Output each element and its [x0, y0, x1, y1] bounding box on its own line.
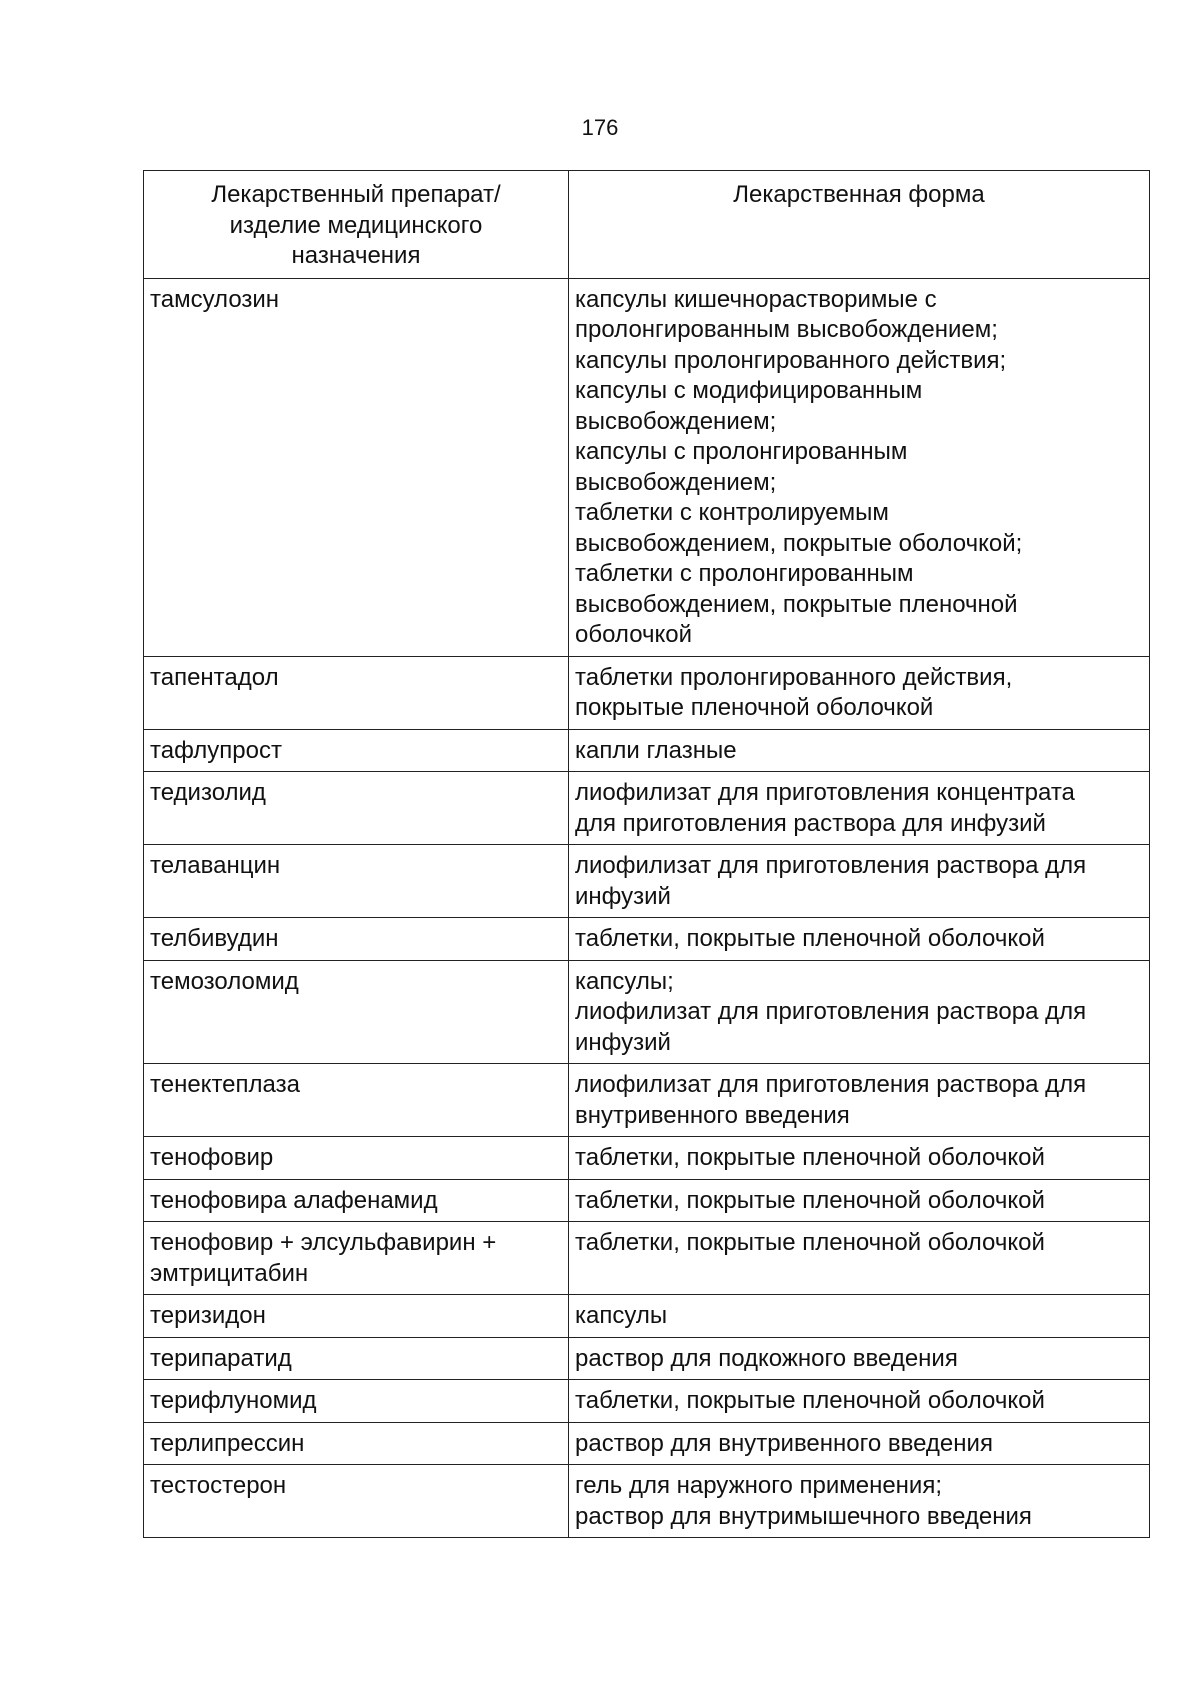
- header-drug-line: изделие медицинского: [229, 211, 483, 239]
- page-number: 176: [581, 115, 619, 140]
- table-row: [144, 1137, 1150, 1180]
- dosage-form-line: пролонгированным высвобождением;: [575, 316, 998, 343]
- table-row: [144, 1465, 1150, 1538]
- drug-name-cell: телаванцин: [144, 845, 569, 918]
- dosage-form-cell: [569, 1137, 1150, 1180]
- header-form-line: Лекарственная форма: [733, 181, 985, 208]
- drug-name-cell: тедизолид: [144, 772, 569, 845]
- dosage-form-line: таблетки пролонгированного действия,: [575, 663, 1013, 691]
- dosage-form-line: капли глазные: [575, 736, 737, 764]
- dosage-form-cell: [569, 772, 1150, 845]
- header-drug-line: назначения: [291, 242, 421, 269]
- dosage-form-line: внутривенного введения: [575, 1101, 850, 1129]
- table-row: [144, 656, 1150, 729]
- drug-name-cell: телбивудин: [144, 918, 569, 961]
- dosage-form-line: таблетки с контролируемым: [575, 499, 889, 526]
- dosage-form-cell: [569, 656, 1150, 729]
- dosage-form-line: лиофилизат для приготовления концентрата: [575, 779, 1075, 806]
- dosage-form-line: таблетки, покрытые пленочной оболочкой: [575, 925, 1045, 952]
- dosage-form-line: таблетки с пролонгированным: [575, 560, 914, 587]
- dosage-form-line: оболочкой: [575, 621, 693, 648]
- drug-name-cell: терипаратид: [144, 1337, 569, 1380]
- dosage-form-cell: [569, 1222, 1150, 1295]
- dosage-form-line: раствор для внутримышечного введения: [575, 1502, 1032, 1530]
- table-row: [144, 918, 1150, 961]
- dosage-form-line: лиофилизат для приготовления раствора для: [575, 998, 1087, 1025]
- drug-name-cell: темозоломид: [144, 960, 569, 1064]
- dosage-form-line: высвобождением;: [575, 407, 777, 435]
- dosage-form-line: таблетки, покрытые пленочной оболочкой: [575, 1144, 1045, 1171]
- dosage-form-cell: [569, 1465, 1150, 1538]
- drug-name-cell: тестостерон: [144, 1465, 569, 1538]
- table-row: [144, 1222, 1150, 1295]
- table-row: [144, 772, 1150, 845]
- dosage-form-line: гель для наружного применения;: [575, 1472, 942, 1499]
- dosage-form-line: высвобождением, покрытые пленочной: [575, 590, 1018, 618]
- dosage-form-line: таблетки, покрытые пленочной оболочкой: [575, 1186, 1045, 1214]
- drug-name-cell: тенофовир + элсульфавирин + эмтрицитабин: [144, 1222, 569, 1295]
- dosage-form-line: лиофилизат для приготовления раствора для: [575, 852, 1087, 879]
- drug-name-cell: тапентадол: [144, 656, 569, 729]
- dosage-form-line: таблетки, покрытые пленочной оболочкой: [575, 1229, 1045, 1256]
- dosage-form-line: покрытые пленочной оболочкой: [575, 694, 934, 721]
- dosage-form-cell: [569, 845, 1150, 918]
- dosage-form-cell: [569, 1422, 1150, 1465]
- dosage-form-line: капсулы с модифицированным: [575, 377, 923, 404]
- table-row: [144, 278, 1150, 656]
- dosage-form-cell: [569, 1337, 1150, 1380]
- table-row: [144, 845, 1150, 918]
- dosage-form-line: высвобождением;: [575, 468, 777, 496]
- dosage-form-cell: [569, 278, 1150, 656]
- dosage-form-cell: [569, 1380, 1150, 1423]
- dosage-form-cell: [569, 960, 1150, 1064]
- table-body: [144, 278, 1150, 1538]
- drug-name-cell: тенофовир: [144, 1137, 569, 1180]
- dosage-form-line: для приготовления раствора для инфузий: [575, 809, 1046, 837]
- table-row: [144, 1064, 1150, 1137]
- dosage-form-line: инфузий: [575, 882, 671, 910]
- dosage-form-cell: [569, 918, 1150, 961]
- table-row: [144, 1422, 1150, 1465]
- dosage-form-line: лиофилизат для приготовления раствора для: [575, 1071, 1087, 1098]
- table-row: [144, 1380, 1150, 1423]
- dosage-form-line: инфузий: [575, 1028, 671, 1056]
- dosage-form-line: капсулы кишечнорастворимые с: [575, 285, 937, 313]
- dosage-form-cell: [569, 1064, 1150, 1137]
- dosage-form-line: капсулы с пролонгированным: [575, 438, 908, 465]
- drug-name-cell: терлипрессин: [144, 1422, 569, 1465]
- dosage-form-line: капсулы;: [575, 967, 674, 995]
- drug-name-cell: тенофовира алафенамид: [144, 1179, 569, 1222]
- dosage-form-line: капсулы: [575, 1302, 668, 1329]
- table-row: [144, 1337, 1150, 1380]
- dosage-form-line: капсулы пролонгированного действия;: [575, 346, 1007, 374]
- drug-name-cell: тафлупрост: [144, 729, 569, 772]
- header-drug: [144, 171, 569, 279]
- drug-name-cell: тамсулозин: [144, 278, 569, 656]
- table-row: [144, 729, 1150, 772]
- table-header-row: [144, 171, 1150, 279]
- drug-name-cell: теризидон: [144, 1295, 569, 1338]
- dosage-form-line: таблетки, покрытые пленочной оболочкой: [575, 1387, 1045, 1414]
- dosage-form-cell: [569, 1295, 1150, 1338]
- dosage-form-line: раствор для внутривенного введения: [575, 1429, 993, 1457]
- table-row: [144, 1179, 1150, 1222]
- drug-table: [143, 170, 1150, 1538]
- dosage-form-cell: [569, 729, 1150, 772]
- dosage-form-line: раствор для подкожного введения: [575, 1344, 958, 1372]
- table-row: [144, 1295, 1150, 1338]
- drug-name-cell: тенектеплаза: [144, 1064, 569, 1137]
- header-form: [569, 171, 1150, 279]
- dosage-form-cell: [569, 1179, 1150, 1222]
- drug-name-cell: терифлуномид: [144, 1380, 569, 1423]
- dosage-form-line: высвобождением, покрытые оболочкой;: [575, 529, 1023, 557]
- table-row: [144, 960, 1150, 1064]
- header-drug-line: Лекарственный препарат/: [211, 181, 501, 208]
